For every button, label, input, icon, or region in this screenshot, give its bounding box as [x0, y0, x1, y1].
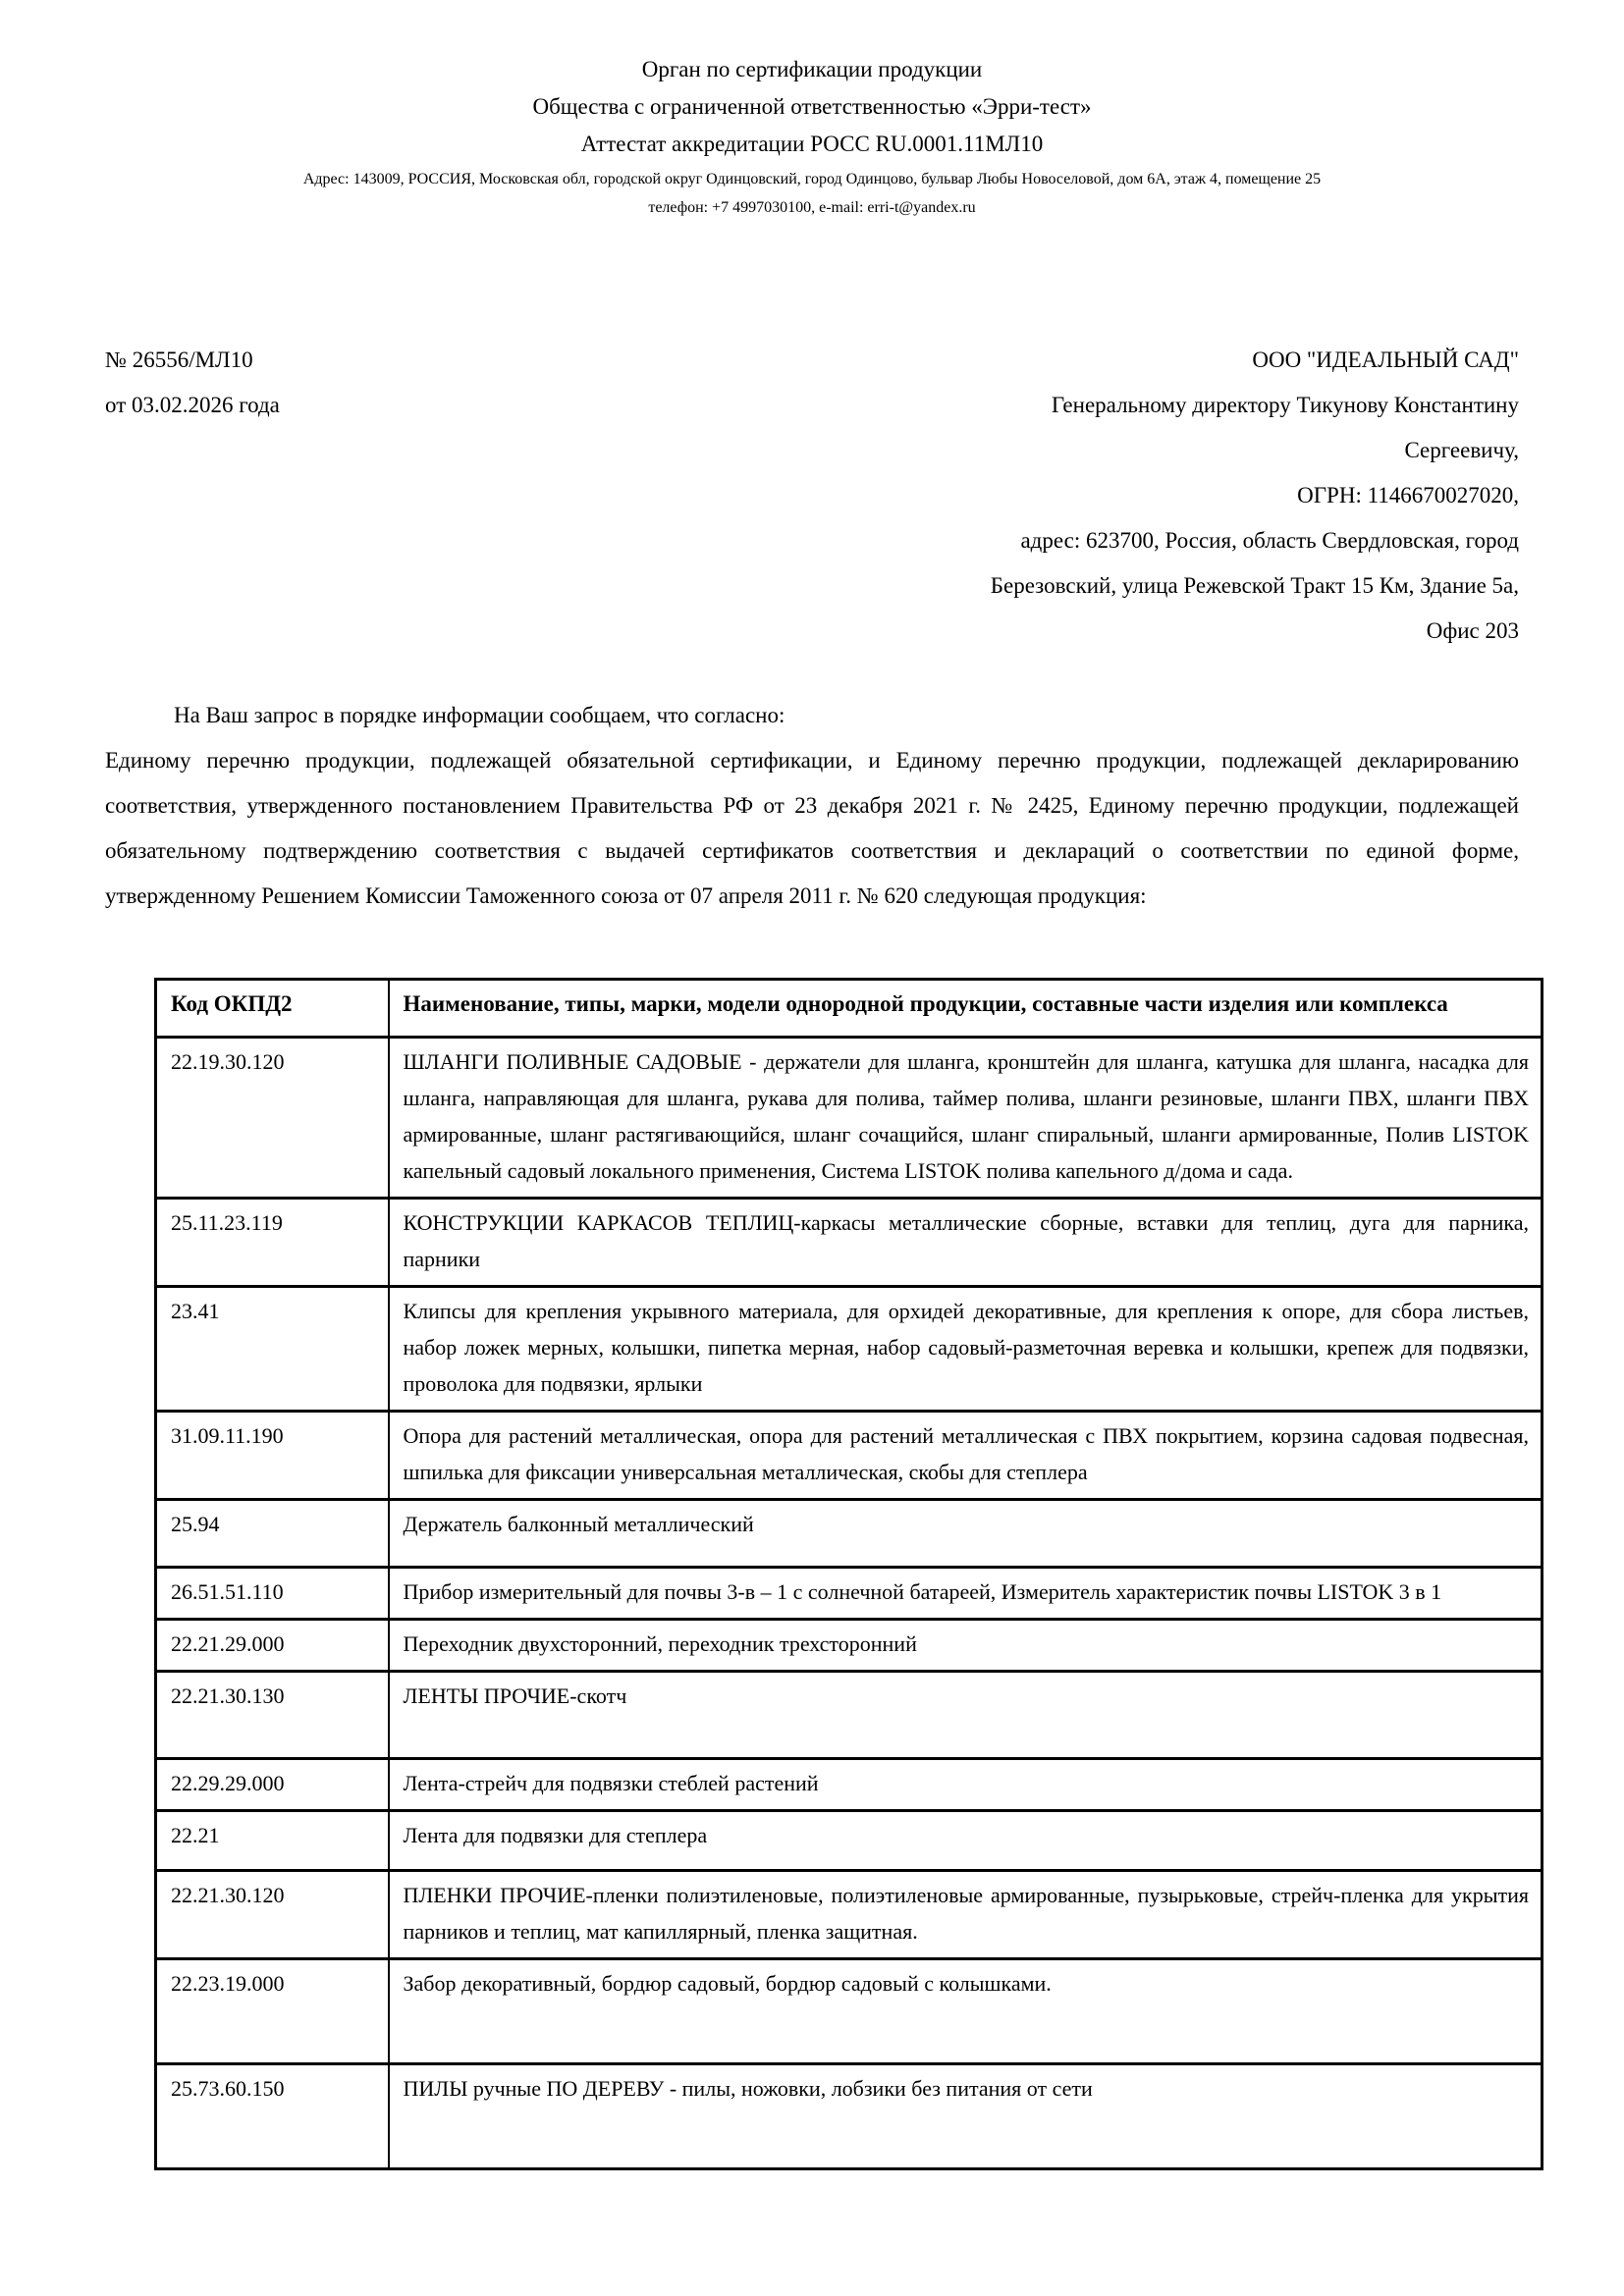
addressee-address-line2: Березовский, улица Режевской Тракт 15 Км, Здание 5а,	[990, 573, 1519, 598]
table-header-row	[156, 980, 1543, 1038]
okpd2-code: 31.09.11.190	[156, 1412, 389, 1500]
okpd2-code: 25.11.23.119	[156, 1199, 389, 1287]
intro-paragraph: На Ваш запрос в порядке информации сообщаем, что согласно:	[174, 703, 785, 727]
product-description: ЛЕНТЫ ПРОЧИЕ-скотч	[389, 1672, 1543, 1759]
product-description: Лента-стрейч для подвязки стеблей растений	[389, 1759, 1543, 1811]
reference-block	[105, 338, 280, 428]
table-row	[156, 1199, 1543, 1287]
product-description: Прибор измерительный для почвы 3-в – 1 с солнечной батареей, Измеритель характеристик почвы LISTOK 3 в 1	[389, 1568, 1543, 1620]
product-description: ПЛЕНКИ ПРОЧИЕ-пленки полиэтиленовые, полиэтиленовые армированные, пузырьковые, стрейч-пленка для укрытия парников и теплиц, мат капиллярный, пленка защитная.	[389, 1871, 1543, 1959]
product-description: Клипсы для крепления укрывного материала, для орхидей декоративные, для крепления к опоре, для сбора листьев, набор ложек мерных, колышки, пипетка мерная, набор садовый-разметочная веревка и колышки, крепеж для подвязки, проволока для подвязки, ярлыки	[389, 1287, 1543, 1412]
accreditation-line: Аттестат аккредитации РОСС RU.0001.11МЛ10	[580, 132, 1044, 156]
table-row	[156, 1959, 1543, 2064]
okpd2-code: 25.94	[156, 1500, 389, 1568]
addressee-office: Офис 203	[1426, 618, 1519, 643]
okpd2-code: 25.73.60.150	[156, 2064, 389, 2169]
org-contacts: телефон: +7 4997030100, e-mail: erri-t@yandex.ru	[648, 199, 976, 216]
product-description: Опора для растений металлическая, опора для растений металлическая с ПВХ покрытием, корзина садовая подвесная, шпилька для фиксации универсальная металлическая, скобы для степлера	[389, 1412, 1543, 1500]
addressee-company: ООО "ИДЕАЛЬНЫЙ САД"	[1252, 347, 1519, 372]
okpd2-code: 22.21.30.130	[156, 1672, 389, 1759]
product-description: ПИЛЫ ручные ПО ДЕРЕВУ - пилы, ножовки, лобзики без питания от сети	[389, 2064, 1543, 2169]
letter-body	[105, 693, 1519, 919]
table-row	[156, 1500, 1543, 1568]
table-row	[156, 1287, 1543, 1412]
table-row	[156, 1811, 1543, 1871]
table-row	[156, 1871, 1543, 1959]
addressee-block	[280, 338, 1519, 654]
okpd2-code: 22.21	[156, 1811, 389, 1871]
letterhead	[105, 51, 1519, 222]
header-product-name: Наименование, типы, марки, модели однородной продукции, составные части изделия или комплекса	[403, 991, 1448, 1016]
main-paragraph: Единому перечню продукции, подлежащей обязательной сертификации, и Единому перечню продукции, подлежащей декларированию соответствия, утвержденного постановлением Правительства РФ от 23 декабря 2021 г. № 2425, Единому перечню продукции, подлежащей обязательному подтверждению соответствия с выдачей сертификатов соответствия и деклараций о соответствии по единой форме, утвержденному Решением Комиссии Таможенного союза от 07 апреля 2011 г. № 620 следующая продукция:	[105, 748, 1519, 908]
okpd2-code: 22.29.29.000	[156, 1759, 389, 1811]
okpd2-code: 22.19.30.120	[156, 1038, 389, 1199]
table-row	[156, 1672, 1543, 1759]
okpd2-code: 23.41	[156, 1287, 389, 1412]
okpd2-code: 22.23.19.000	[156, 1959, 389, 2064]
table-row	[156, 1412, 1543, 1500]
okpd2-code: 22.21.30.120	[156, 1871, 389, 1959]
okpd2-code: 22.21.29.000	[156, 1620, 389, 1672]
products-table	[154, 978, 1543, 2170]
table-row	[156, 1038, 1543, 1199]
letter-number: № 26556/МЛ10	[105, 347, 253, 372]
addressee-address-line1: адрес: 623700, Россия, область Свердловская, город	[1020, 528, 1519, 553]
letter-date: от 03.02.2026 года	[105, 393, 280, 417]
table-row	[156, 1568, 1543, 1620]
header-code-okpd2: Код ОКПД2	[156, 980, 389, 1038]
okpd2-code: 26.51.51.110	[156, 1568, 389, 1620]
product-description: КОНСТРУКЦИИ КАРКАСОВ ТЕПЛИЦ-каркасы металлические сборные, вставки для теплиц, дуга для парника, парники	[389, 1199, 1543, 1287]
addressee-ogrn: ОГРН: 1146670027020,	[1297, 483, 1519, 507]
product-description: Лента для подвязки для степлера	[389, 1811, 1543, 1871]
table-row	[156, 1759, 1543, 1811]
addressee-director: Генеральному директору Тикунову Константину	[1051, 393, 1519, 417]
addressee-director-patronymic: Сергеевичу,	[1404, 438, 1519, 462]
product-description: Забор декоративный, бордюр садовый, бордюр садовый с колышками.	[389, 1959, 1543, 2064]
reference-and-addressee	[105, 338, 1519, 654]
org-title-line1: Орган по сертификации продукции	[641, 57, 983, 81]
org-address: Адрес: 143009, РОССИЯ, Московская обл, городской округ Одинцовский, город Одинцово, бульвар Любы Новоселовой, дом 6А, этаж 4, помещение 25	[302, 171, 1322, 187]
product-description: ШЛАНГИ ПОЛИВНЫЕ САДОВЫЕ - держатели для шланга, кронштейн для шланга, катушка для шланга, насадка для шланга, направляющая для шланга, рукава для полива, таймер полива, шланги резиновые, шланги ПВХ, шланги ПВХ армированные, шланг растягивающийся, шланг сочащийся, шланг спиральный, шланги армированные, Полив LISTOK капельный садовый локального применения, Система LISTOK полива капельного д/дома и сада.	[389, 1038, 1543, 1199]
org-title-line2: Общества с ограниченной ответственностью «Эрри-тест»	[532, 94, 1092, 119]
table-row	[156, 1620, 1543, 1672]
product-description: Держатель балконный металлический	[389, 1500, 1543, 1568]
product-description: Переходник двухсторонний, переходник трехсторонний	[389, 1620, 1543, 1672]
table-row	[156, 2064, 1543, 2169]
